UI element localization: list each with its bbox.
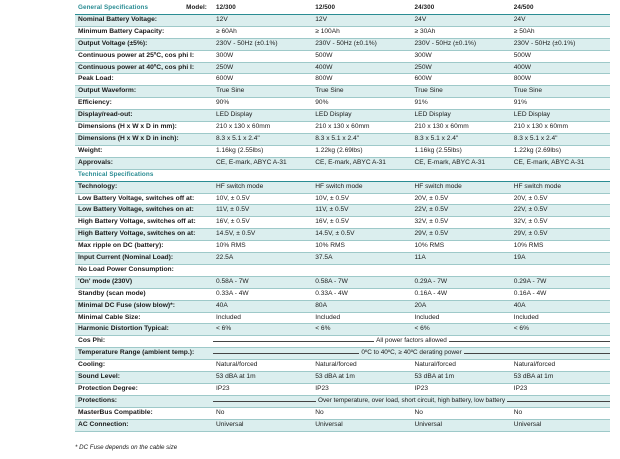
model-name: 24/300 [412,3,511,14]
span-wrapper [213,396,610,407]
spec-value: 24V [412,14,511,26]
dash-line [449,341,610,342]
spec-row [75,372,610,384]
spec-row [75,360,610,372]
spec-value: 0.58A - 7W [312,276,411,288]
spec-label: Protections: [75,395,213,407]
model-name: 12/500 [312,3,411,14]
spec-value: 80A [312,300,411,312]
spec-value: 16V, ± 0.5V [213,217,312,229]
spec-value: 400W [312,62,411,74]
spec-label: Protection Degree: [75,384,213,396]
spec-value: 53 dBA at 1m [412,372,511,384]
spec-value: 29V, ± 0.5V [511,229,610,241]
spec-value: Natural/forced [412,360,511,372]
spec-row [75,217,610,229]
spec-row [75,74,610,86]
spec-value: No [312,407,411,419]
spec-row [75,122,610,134]
spec-value: 29V, ± 0.5V [412,229,511,241]
spec-row [75,98,610,110]
spec-row [75,193,610,205]
spec-label: AC Connection: [75,419,213,431]
spec-value: 600W [213,74,312,86]
spec-value: 10% RMS [312,241,411,253]
spec-value: 230V - 50Hz (±0.1%) [312,38,411,50]
spec-value: CE, E-mark, ABYC A-31 [412,157,511,169]
spec-label: Continuous power at 40ºC, cos phi I: [75,62,213,74]
spec-row [75,324,610,336]
spec-value: 1.16kg (2.55lbs) [412,145,511,157]
spec-value: 500W [511,50,610,62]
spec-row [75,157,610,169]
span-wrapper [213,336,610,347]
spec-value: HF switch mode [312,181,411,193]
spec-value: 32V, ± 0.5V [511,217,610,229]
spec-value: 0.16A - 4W [511,288,610,300]
spec-value: 11V, ± 0.5V [213,205,312,217]
spec-label: Harmonic Distortion Typical: [75,324,213,336]
spec-label: Minimal DC Fuse (slow blow)*: [75,300,213,312]
spec-value: 32V, ± 0.5V [412,217,511,229]
spec-value: True Sine [312,86,411,98]
spec-row [75,86,610,98]
spec-row [75,300,610,312]
spec-value: 16V, ± 0.5V [312,217,411,229]
spec-label: Max ripple on DC (battery): [75,241,213,253]
spec-label: Approvals: [75,157,213,169]
spec-label: Sound Level: [75,372,213,384]
spec-value: 0.58A - 7W [213,276,312,288]
spec-row [75,229,610,241]
spec-value: Natural/forced [213,360,312,372]
spec-label: Standby (scan mode) [75,288,213,300]
spec-value: 230V - 50Hz (±0.1%) [511,38,610,50]
spec-row [75,14,610,26]
spec-value: IP23 [412,384,511,396]
model-label: Model: [186,4,207,11]
spec-value: 14.5V, ± 0.5V [312,229,411,241]
spec-row [75,407,610,419]
spec-value: ≥ 50Ah [511,26,610,38]
spec-value: LED Display [511,110,610,122]
spec-value: CE, E-mark, ABYC A-31 [312,157,411,169]
spec-value: 0.29A - 7W [511,276,610,288]
spec-row [75,312,610,324]
spec-value: ≥ 100Ah [312,26,411,38]
spec-value: 0.29A - 7W [412,276,511,288]
dash-line [213,341,374,342]
spec-row [75,62,610,74]
spec-row [75,253,610,265]
spec-value: 500W [312,50,411,62]
spec-table [75,3,610,432]
spec-span-value [213,336,610,348]
dash-line [213,401,316,402]
spec-value: 22V, ± 0.5V [412,205,511,217]
spec-row [75,348,610,360]
spec-value: 210 x 130 x 60mm [213,122,312,134]
spec-value: 8.3 x 5.1 x 2.4" [511,133,610,145]
spec-value: 20V, ± 0.5V [412,193,511,205]
spec-row [75,419,610,431]
spec-label: Efficiency: [75,98,213,110]
spec-label: Output Voltage (±5%): [75,38,213,50]
model-name: 12/300 [213,3,312,14]
spec-value: 1.22kg (2.69lbs) [511,145,610,157]
spec-value: 230V - 50Hz (±0.1%) [412,38,511,50]
span-wrapper [213,348,610,359]
spec-value: 24V [511,14,610,26]
spec-value: 20V, ± 0.5V [511,193,610,205]
spec-value: 0.33A - 4W [213,288,312,300]
spec-value: 37.5A [312,253,411,265]
spec-value: 40A [511,300,610,312]
spec-value: 12V [312,14,411,26]
spec-value [412,264,511,276]
spec-label: Weight: [75,145,213,157]
spec-value: IP23 [213,384,312,396]
spec-value: LED Display [412,110,511,122]
spec-label: 'On' mode (230V) [75,276,213,288]
spec-sheet [75,3,610,432]
spec-value: LED Display [312,110,411,122]
spec-value: 8.3 x 5.1 x 2.4" [312,133,411,145]
spec-label: MasterBus Compatible: [75,407,213,419]
spec-value [312,264,411,276]
spec-value: 20A [412,300,511,312]
dash-line [213,353,359,354]
spec-value: 800W [511,74,610,86]
spec-row [75,133,610,145]
spec-value: 600W [412,74,511,86]
spec-value: 53 dBA at 1m [312,372,411,384]
spec-value: 10% RMS [511,241,610,253]
spec-value: Natural/forced [312,360,411,372]
section-heading: Technical Specifications [75,169,610,181]
spec-value: 210 x 130 x 60mm [511,122,610,134]
spec-row [75,384,610,396]
spec-label: Dimensions (H x W x D in inch): [75,133,213,145]
spec-value: LED Display [213,110,312,122]
spec-value: 250W [213,62,312,74]
spec-value: 1.16kg (2.55lbs) [213,145,312,157]
spec-row [75,145,610,157]
spec-label: Low Battery Voltage, switches off at: [75,193,213,205]
spec-value: < 6% [312,324,411,336]
spec-value: 40A [213,300,312,312]
spec-label: Minimal Cable Size: [75,312,213,324]
spec-label: Nominal Battery Voltage: [75,14,213,26]
spec-value: Universal [312,419,411,431]
spec-value: 10V, ± 0.5V [213,193,312,205]
spec-label: Continuous power at 25ºC, cos phi I: [75,50,213,62]
spec-value: 10% RMS [213,241,312,253]
spec-value: HF switch mode [213,181,312,193]
spec-value: True Sine [412,86,511,98]
spec-label: Cooling: [75,360,213,372]
model-name: 24/500 [511,3,610,14]
spec-label: Low Battery Voltage, switches on at: [75,205,213,217]
spec-label: Output Waveform: [75,86,213,98]
spec-value: 91% [511,98,610,110]
spec-value: Universal [213,419,312,431]
section-heading-cell [75,3,213,14]
spec-value [511,264,610,276]
spec-value: Included [213,312,312,324]
spec-value: 22.5A [213,253,312,265]
spec-value: 300W [213,50,312,62]
spec-value: 12V [213,14,312,26]
spec-value: 91% [412,98,511,110]
spec-value: Universal [412,419,511,431]
spec-value: 19A [511,253,610,265]
spec-value: 90% [312,98,411,110]
spec-value: < 6% [213,324,312,336]
spec-value: True Sine [511,86,610,98]
spec-label: Peak Load: [75,74,213,86]
spec-value: 10% RMS [412,241,511,253]
spec-row [75,241,610,253]
spec-value: 53 dBA at 1m [213,372,312,384]
spec-value: Included [312,312,411,324]
spec-value: 11V, ± 0.5V [312,205,411,217]
spec-label: Technology: [75,181,213,193]
spec-value: ≥ 60Ah [213,26,312,38]
technical-section-header [75,169,610,181]
footnote: * DC Fuse depends on the cable size [75,444,178,451]
spec-value [213,264,312,276]
spec-value: HF switch mode [412,181,511,193]
spec-value: 800W [312,74,411,86]
spec-label: Input Current (Nominal Load): [75,253,213,265]
spec-row [75,181,610,193]
spec-value: 230V - 50Hz (±0.1%) [213,38,312,50]
spec-row [75,288,610,300]
spec-value: 300W [412,50,511,62]
spec-label: High Battery Voltage, switches on at: [75,229,213,241]
spec-row [75,205,610,217]
spec-value: 250W [412,62,511,74]
spec-value: 53 dBA at 1m [511,372,610,384]
spec-value: 8.3 x 5.1 x 2.4" [412,133,511,145]
spec-row [75,26,610,38]
spec-span-value [213,348,610,360]
span-text: 0ºC to 40ºC, ≥ 40ºC derating power [361,349,462,357]
dash-line [464,353,610,354]
spec-row [75,38,610,50]
general-section-header [75,3,610,14]
spec-value: CE, E-mark, ABYC A-31 [511,157,610,169]
spec-value: 400W [511,62,610,74]
spec-value: True Sine [213,86,312,98]
spec-value: HF switch mode [511,181,610,193]
spec-row [75,50,610,62]
spec-row [75,276,610,288]
spec-value: < 6% [511,324,610,336]
spec-label: Dimensions (H x W x D in mm): [75,122,213,134]
span-text: Over temperature, over load, short circuit, high battery, low battery [317,396,506,404]
spec-value: 210 x 130 x 60mm [412,122,511,134]
spec-value: 11A [412,253,511,265]
spec-value: IP23 [511,384,610,396]
spec-value: No [511,407,610,419]
spec-label: Temperature Range (ambient temp.): [75,348,213,360]
spec-value: No [412,407,511,419]
spec-label: Display/read-out: [75,110,213,122]
spec-value: Included [412,312,511,324]
spec-value: 1.22kg (2.69lbs) [312,145,411,157]
spec-value: 210 x 130 x 60mm [312,122,411,134]
dash-line [507,401,610,402]
spec-label: No Load Power Consumption: [75,264,213,276]
spec-value: 0.33A - 4W [312,288,411,300]
spec-label: Minimum Battery Capacity: [75,26,213,38]
spec-value: Universal [511,419,610,431]
spec-value: 90% [213,98,312,110]
spec-row [75,336,610,348]
spec-row [75,110,610,122]
spec-value: Included [511,312,610,324]
section-heading: General Specifications [78,4,149,11]
spec-row [75,264,610,276]
spec-value: ≥ 30Ah [412,26,511,38]
spec-span-value [213,395,610,407]
spec-value: 10V, ± 0.5V [312,193,411,205]
spec-value: 22V, ± 0.5V [511,205,610,217]
spec-value: Natural/forced [511,360,610,372]
span-text: All power factors allowed [376,337,447,345]
spec-label: High Battery Voltage, switches off at: [75,217,213,229]
spec-value: 0.16A - 4W [412,288,511,300]
spec-value: CE, E-mark, ABYC A-31 [213,157,312,169]
spec-value: < 6% [412,324,511,336]
spec-value: No [213,407,312,419]
spec-label: Cos Phi: [75,336,213,348]
spec-value: IP23 [312,384,411,396]
spec-row [75,395,610,407]
spec-value: 8.3 x 5.1 x 2.4" [213,133,312,145]
spec-value: 14.5V, ± 0.5V [213,229,312,241]
